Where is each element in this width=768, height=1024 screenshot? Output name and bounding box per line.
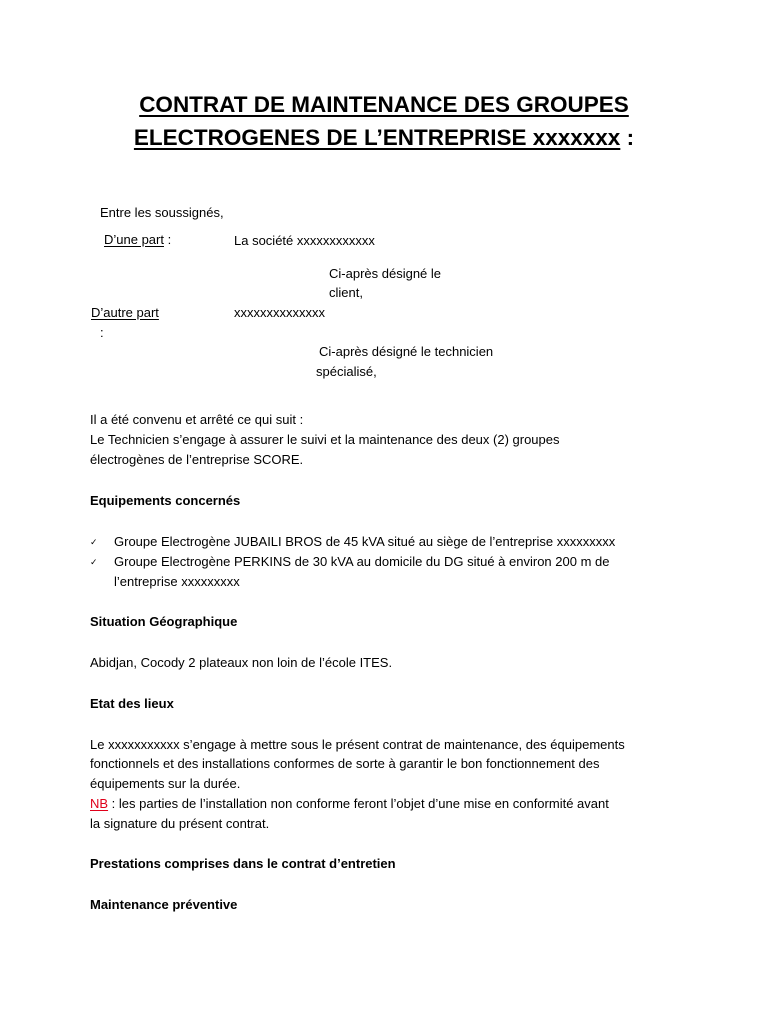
premises-line-3: équipements sur la durée. — [90, 776, 241, 791]
geography-heading: Situation Géographique — [90, 614, 238, 629]
first-party-designation-2: client, — [329, 285, 363, 300]
first-party-label: D’une part : — [104, 232, 172, 247]
contract-title-line-1: CONTRAT DE MAINTENANCE DES GROUPES — [139, 92, 629, 117]
second-party-colon: : — [100, 325, 104, 340]
parties-intro: Entre les soussignés, — [100, 205, 224, 220]
first-party-value: La société xxxxxxxxxxxx — [234, 233, 375, 248]
agreement-line-3: électrogènes de l’entreprise SCORE. — [90, 452, 304, 467]
nb-label: NB — [90, 796, 109, 811]
contract-title-line-2: ELECTROGENES DE L’ENTREPRISE xxxxxxx : — [133, 125, 635, 150]
equipment-item-2-line-1: Groupe Electrogène PERKINS de 30 kVA au domicile du DG situé à environ 200 m de — [114, 554, 610, 569]
first-party-designation-1: Ci-après désigné le — [329, 266, 442, 281]
preventive-maintenance-heading: Maintenance préventive — [90, 897, 238, 912]
second-party-designation-1: Ci-après désigné le technicien — [319, 344, 494, 359]
check-icon: ✓ — [90, 557, 98, 567]
nb-note-line-1: NB : les parties de l’installation non conforme feront l’objet d’une mise en conformité avant — [90, 796, 609, 811]
agreement-line-2: Le Technicien s’engage à assurer le suivi et la maintenance des deux (2) groupes — [90, 432, 560, 447]
geography-text: Abidjan, Cocody 2 plateaux non loin de l’école ITES. — [90, 655, 393, 670]
premises-heading: Etat des lieux — [90, 696, 174, 711]
second-party-designation-2: spécialisé, — [316, 364, 377, 379]
equipment-item-1: Groupe Electrogène JUBAILI BROS de 45 kVA situé au siège de l’entreprise xxxxxxxxx — [114, 534, 616, 549]
premises-line-2: fonctionnels et des installations conformes de sorte à garantir le bon fonctionnement des — [90, 756, 600, 771]
second-party-value: xxxxxxxxxxxxxx — [234, 305, 325, 320]
equipment-heading: Equipements concernés — [90, 493, 241, 508]
services-heading: Prestations comprises dans le contrat d’entretien — [90, 856, 396, 871]
equipment-item-2-line-2: l’entreprise xxxxxxxxx — [114, 574, 240, 589]
check-icon: ✓ — [90, 537, 98, 547]
agreement-line-1: Il a été convenu et arrêté ce qui suit : — [90, 412, 304, 427]
second-party-label: D’autre part — [91, 305, 159, 320]
premises-line-1: Le xxxxxxxxxxx s’engage à mettre sous le présent contrat de maintenance, des équipements — [90, 737, 625, 752]
nb-note-line-2: la signature du présent contrat. — [90, 816, 270, 831]
